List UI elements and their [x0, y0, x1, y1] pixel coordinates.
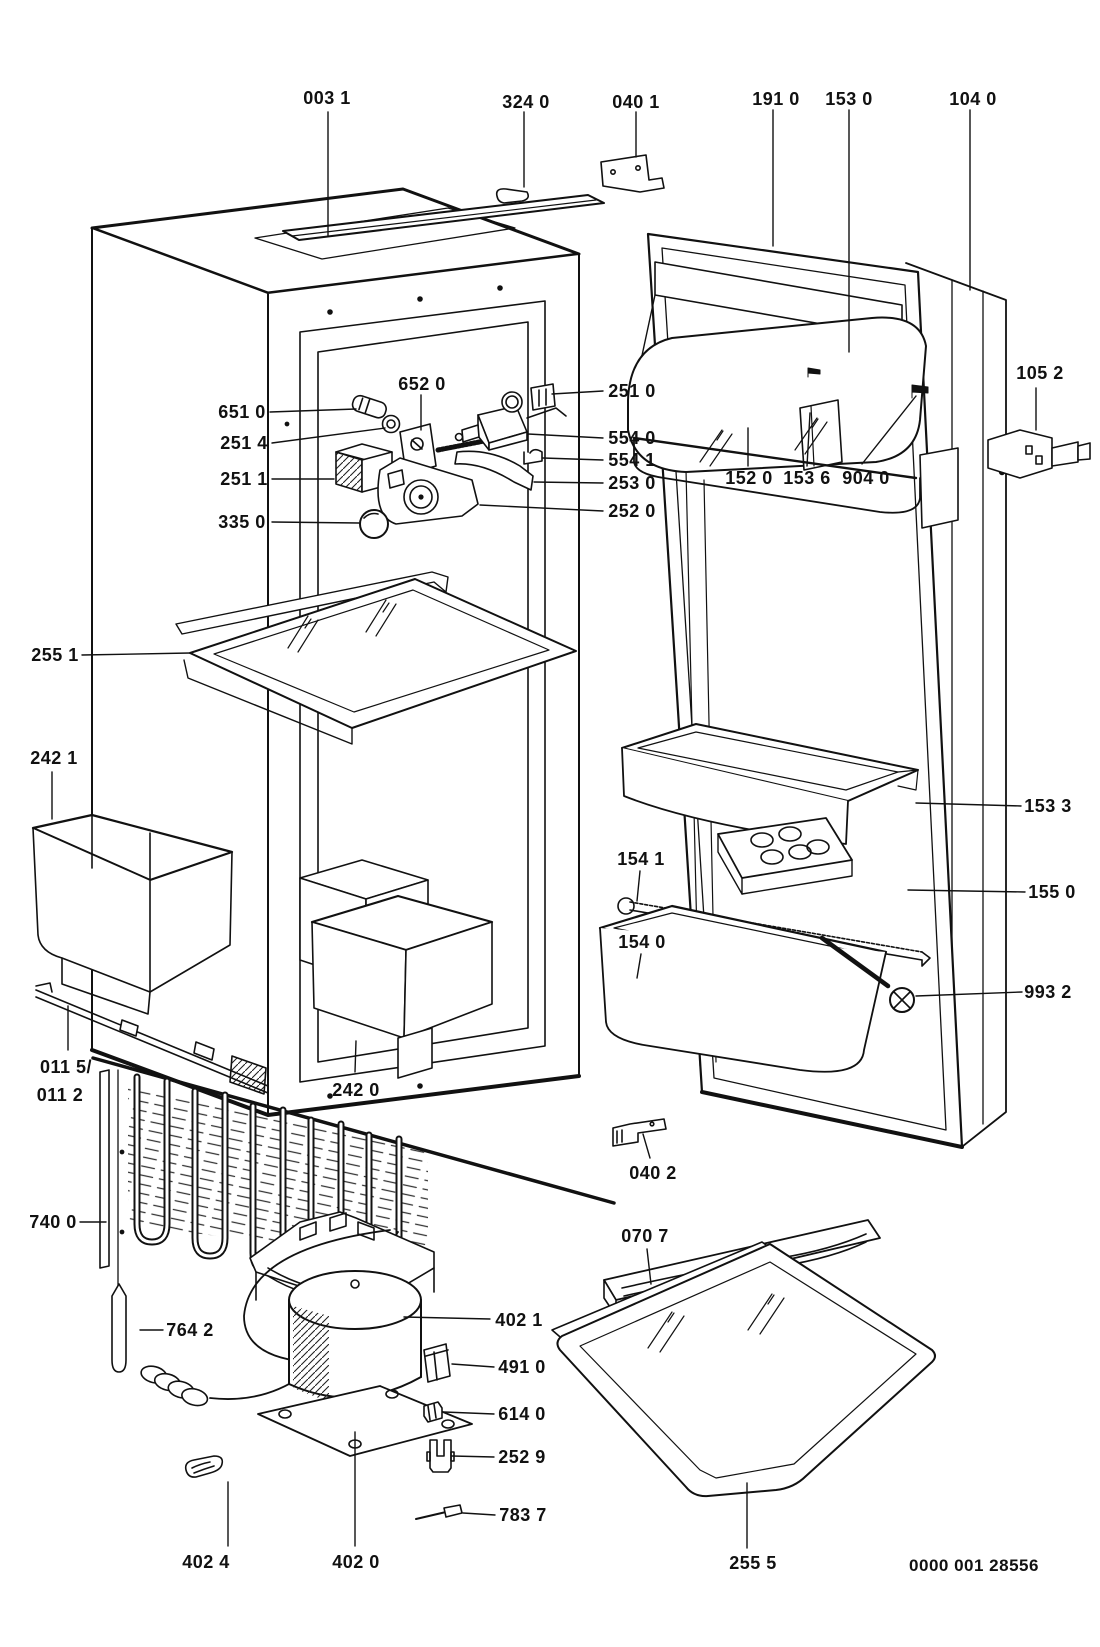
part-label-252-9: 252 9 [498, 1447, 546, 1467]
clip-4024 [186, 1456, 223, 1477]
part-label-011-5-: 011 5/ [39, 1057, 93, 1077]
bracket-0401 [601, 155, 664, 192]
part-label-154-1: 154 1 [617, 849, 665, 869]
part-label-402-0: 402 0 [332, 1552, 380, 1572]
part-label-491-0: 491 0 [498, 1357, 546, 1377]
part-label-242-0: 242 0 [332, 1080, 380, 1100]
part-label-651-0: 651 0 [218, 402, 266, 422]
part-label-040-2: 040 2 [629, 1163, 677, 1183]
document-number: 0000 001 28556 [909, 1556, 1039, 1575]
starter-relay [424, 1344, 450, 1382]
part-label-003-1: 003 1 [303, 88, 351, 108]
part-label-251-0: 251 0 [608, 381, 656, 401]
part-label-253-0: 253 0 [608, 473, 656, 493]
part-label-251-1: 251 1 [220, 469, 268, 489]
part-label-324-0: 324 0 [502, 92, 550, 112]
part-label-614-0: 614 0 [498, 1404, 546, 1424]
part-label-255-1: 255 1 [31, 645, 79, 665]
part-label-335-0: 335 0 [218, 512, 266, 532]
part-label-011-2: 011 2 [36, 1085, 84, 1105]
part-label-154-0: 154 0 [618, 932, 666, 952]
part-label-783-7: 783 7 [499, 1505, 547, 1525]
part-label-152-0: 152 0 [725, 468, 773, 488]
connector-6140 [424, 1402, 442, 1422]
part-label-105-2: 105 2 [1016, 363, 1064, 383]
part-label-070-7: 070 7 [621, 1226, 669, 1246]
part-label-402-1: 402 1 [495, 1310, 543, 1330]
part-label-554-1: 554 1 [608, 450, 656, 470]
part-label-104-0: 104 0 [949, 89, 997, 109]
part-label-764-2: 764 2 [166, 1320, 214, 1340]
bracket-0402 [613, 1119, 666, 1146]
fuse-wire-7837 [416, 1505, 462, 1519]
part-label-255-5: 255 5 [729, 1553, 777, 1573]
part-label-740-0: 740 0 [29, 1212, 77, 1232]
part-label-554-0: 554 0 [608, 428, 656, 448]
part-label-040-1: 040 1 [612, 92, 660, 112]
part-label-155-0: 155 0 [1028, 882, 1076, 902]
fork-clip-2529 [427, 1440, 454, 1472]
part-label-402-4: 402 4 [182, 1552, 230, 1572]
part-label-993-2: 993 2 [1024, 982, 1072, 1002]
part-label-252-0: 252 0 [608, 501, 656, 521]
clip-3240 [497, 189, 529, 203]
part-label-251-4: 251 4 [220, 433, 268, 453]
part-label-904-0: 904 0 [842, 468, 890, 488]
part-label-153-3: 153 3 [1024, 796, 1072, 816]
part-label-652-0: 652 0 [398, 374, 446, 394]
part-label-191-0: 191 0 [752, 89, 800, 109]
part-label-153-6: 153 6 [783, 468, 831, 488]
part-label-242-1: 242 1 [30, 748, 78, 768]
part-label-153-0: 153 0 [825, 89, 873, 109]
door-switch [988, 430, 1090, 478]
